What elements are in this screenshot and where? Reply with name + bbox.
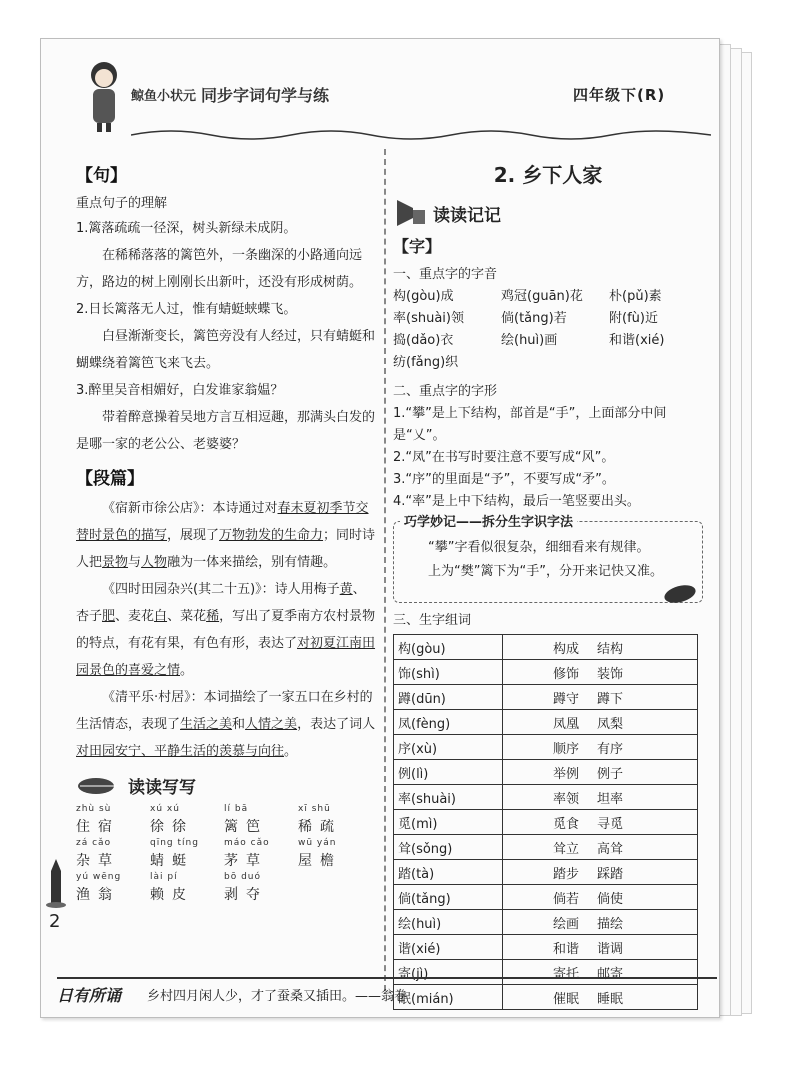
table-cell-char: 耸(sǒng) [394,835,503,860]
gramophone-icon [393,196,427,230]
table-cell-words: 觅食 寻觅 [503,810,698,835]
table-row [394,785,698,810]
read-remember-title: 读读记记 [433,205,501,226]
series-name: 鲸鱼小状元 [131,89,197,104]
table-row [394,935,698,960]
table-cell-char: 觅(mì) [394,810,503,835]
section-zi: 【字】 [393,237,442,256]
table-cell-words: 踏步 踩踏 [503,860,698,885]
table-row [394,810,698,835]
table-cell-char: 谐(xié) [394,935,503,960]
list-item: 率(shuài)领 [393,311,464,326]
header-swirl-line [131,127,711,143]
table-cell-char: 凤(fèng) [394,710,503,735]
table-row [394,710,698,735]
footer [57,977,717,1007]
column-divider [384,149,386,991]
sentence-3-explanation: 带着醉意操着吴地方言互相逗趣，那满头白发的是哪一家的老公公、老婆婆？ [76,410,376,452]
page-header [41,39,719,139]
sentence-2-explanation: 白昼渐渐变长，篱笆旁没有人经过，只有蜻蜓和蝴蝶绕着篱笆飞来飞去。 [76,329,376,371]
table-cell-words: 顺序 有序 [503,735,698,760]
word-group-table [393,634,698,1010]
page-number: 2 [49,911,61,932]
word-cell: bō duó 剥夺 [224,872,268,903]
table-cell-char: 寄(jì) [394,960,503,985]
table-cell-words: 寄托 邮寄 [503,960,698,985]
pronunciation-list [393,286,703,374]
shape-heading: 二、重点字的字形 [393,384,498,399]
table-row [394,860,698,885]
list-item: 捣(dǎo)衣 [393,333,454,348]
poem-3-analysis: 《清平乐·村居》：本词描绘了一家五口在乡村的生活情态，表现了生活之美和人情之美，表达了词人对田园安宁、平静生活的羡慕与向往。 [76,690,376,759]
read-write-title: 读读写写 [128,778,196,798]
section-duanpian: 【段篇】 [76,469,144,489]
list-item: 倘(tǎng)若 [501,311,567,326]
table-row [394,685,698,710]
table-cell-words: 绘画 描绘 [503,910,698,935]
section-ju: 【句】 [76,166,127,186]
table-cell-words: 催眠 睡眠 [503,985,698,1010]
word-cell: zá cǎo 杂草 [76,838,120,869]
word-cell: qīng tíng 蜻蜓 [150,838,199,869]
word-cell: yú wēng 渔翁 [76,872,122,903]
poem-2-analysis: 《四时田园杂兴(其二十五)》：诗人用梅子黄、杏子肥、麦花白、菜花稀，写出了夏季南方农村景物的特点，有花有果，有色有形，表达了对初夏江南田园景色的喜爱之情。 [76,582,376,678]
read-write-header [76,773,376,798]
poem-1-analysis: 《宿新市徐公店》：本诗通过对春末夏初季节交替时景色的描写，展现了万物勃发的生命力；同时诗人把景物与人物融为一体来描绘，别有情趣。 [76,501,376,570]
sentence-2: 2.日长篱落无人过，惟有蜻蜓蛱蝶飞。 [76,302,297,317]
shape-note-4: 4.“率”是上中下结构，最后一笔竖要出头。 [393,494,640,509]
ju-subtitle: 重点句子的理解 [76,196,168,211]
table-cell-words: 构成 结构 [503,635,698,660]
word-group-heading: 三、生字组词 [393,613,472,628]
table-cell-words: 耸立 高耸 [503,835,698,860]
footer-rule [57,977,717,979]
word-cell: wū yán 屋檐 [298,838,342,869]
memory-tip-box [393,515,703,603]
table-cell-char: 率(shuài) [394,785,503,810]
table-cell-words: 和谐 谐调 [503,935,698,960]
sentence-1: 1.篱落疏疏一径深，树头新绿未成阴。 [76,221,297,236]
pronunciation-heading: 一、重点字的字音 [393,267,498,282]
mascot-girl-icon [79,53,129,133]
list-item: 构(gòu)成 [393,289,454,304]
memory-tip-title: 巧学妙记——拆分生字识字法 [400,511,577,530]
shape-note-1: 1.“攀”是上下结构，部首是“手”，上面部分中间是“乂”。 [393,406,667,443]
leaf-icon [76,774,120,798]
lesson-title: 2. 乡下人家 [493,163,603,187]
list-item: 和谐(xié) [609,333,665,348]
table-row [394,885,698,910]
grade-label: 四年级下(R) [573,86,666,104]
sentence-3: 3.醉里吴音相媚好，白发谁家翁媪？ [76,383,284,398]
sentence-1-explanation: 在稀稀落落的篱笆外，一条幽深的小路通向远方，路边的树上刚刚长出新叶，还没有形成树荫。 [76,248,363,290]
memory-tip-line-1: “攀”字看似很复杂，细细看来有规律。 [428,540,650,555]
table-cell-char: 饰(shì) [394,660,503,685]
table-cell-words: 修饰 装饰 [503,660,698,685]
list-item: 鸡冠(guān)花 [501,289,583,304]
read-remember-header [393,196,703,230]
word-grid [76,804,376,906]
list-item: 纺(fǎng)织 [393,355,459,370]
workbook-page [40,38,720,1018]
table-row [394,660,698,685]
footer-label: 日有所诵 [57,986,122,1005]
list-item: 朴(pǔ)素 [609,289,662,304]
table-row [394,760,698,785]
word-cell: xú xú 徐徐 [150,804,194,835]
table-cell-char: 序(xù) [394,735,503,760]
book-title: 同步字词句学与练 [201,86,330,105]
word-cell: xī shū 稀疏 [298,804,342,835]
word-cell: lài pí 赖皮 [150,872,194,903]
table-cell-char: 例(lì) [394,760,503,785]
table-cell-char: 构(gòu) [394,635,503,660]
word-cell: máo cǎo 茅草 [224,838,270,869]
memory-tip-line-2: 上为“樊”篱下为“手”，分开来记快又准。 [428,564,663,579]
table-row [394,735,698,760]
leaf-decoration-icon [662,580,698,606]
footer-poem: 乡村四月闲人少，才了蚕桑又插田。——翁卷 [147,989,408,1004]
table-cell-words: 举例 例子 [503,760,698,785]
pencil-icon [45,859,67,909]
left-column [76,159,376,906]
table-row [394,910,698,935]
list-item: 附(fù)近 [609,311,658,326]
list-item: 绘(huì)画 [501,333,558,348]
table-cell-char: 倘(tǎng) [394,885,503,910]
table-cell-char: 眠(mián) [394,985,503,1010]
shape-note-2: 2.“凤”在书写时要注意不要写成“风”。 [393,450,615,465]
table-cell-char: 踏(tà) [394,860,503,885]
word-cell: lí bā 篱笆 [224,804,268,835]
table-cell-char: 绘(huì) [394,910,503,935]
right-column [393,159,703,1010]
table-cell-words: 凤凰 凤梨 [503,710,698,735]
table-row [394,635,698,660]
table-cell-words: 蹲守 蹲下 [503,685,698,710]
word-cell: zhù sù 住宿 [76,804,120,835]
table-cell-words: 率领 坦率 [503,785,698,810]
table-cell-words: 倘若 倘使 [503,885,698,910]
table-cell-char: 蹲(dūn) [394,685,503,710]
table-row [394,835,698,860]
shape-note-3: 3.“序”的里面是“予”，不要写成“矛”。 [393,472,615,487]
